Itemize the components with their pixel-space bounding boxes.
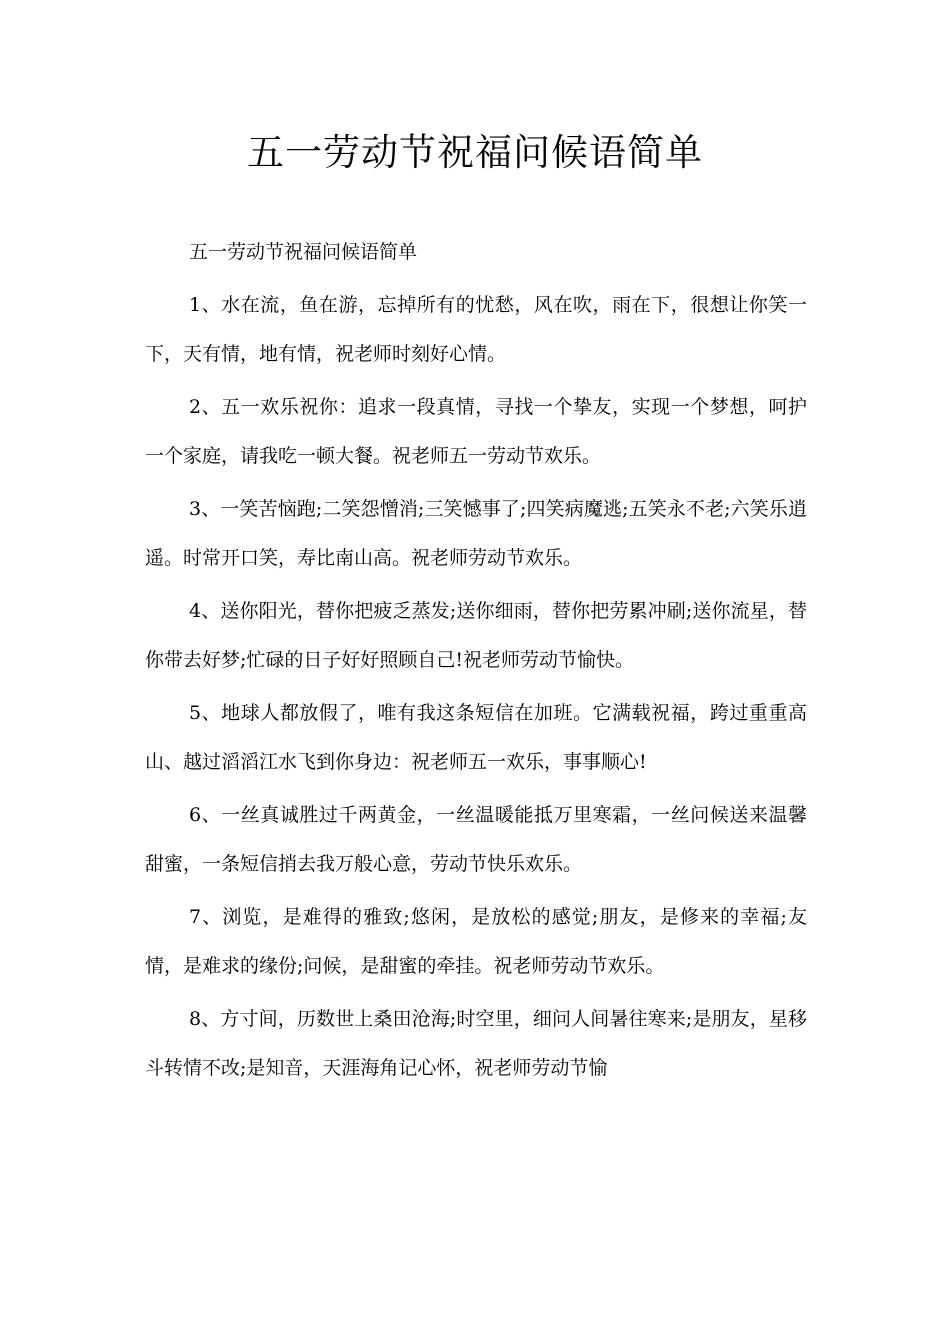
document-subtitle: 五一劳动节祝福问候语简单 — [189, 241, 418, 263]
paragraph-6: 6、一丝真诚胜过千两黄金，一丝温暖能抵万里寒霜，一丝问候送来温馨甜蜜，一条短信捎去我万般心意，劳动节快乐欢乐。 — [145, 804, 807, 875]
document-title: 五一劳动节祝福问候语简单 — [247, 131, 703, 174]
paragraph-8: 8、方寸间，历数世上桑田沧海;时空里，细问人间暑往寒来;是朋友，星移斗转情不改;是知音，天涯海角记心怀，祝老师劳动节愉 — [145, 1008, 807, 1079]
paragraph-4: 4、送你阳光，替你把疲乏蒸发;送你细雨，替你把劳累冲刷;送你流星，替你带去好梦;忙碌的日子好好照顾自己!祝老师劳动节愉快。 — [145, 600, 807, 671]
paragraph-5: 5、地球人都放假了，唯有我这条短信在加班。它满载祝福，跨过重重高山、越过滔滔江水飞到你身边：祝老师五一欢乐，事事顺心! — [145, 702, 807, 773]
paragraph-1: 1、水在流，鱼在游，忘掉所有的忧愁，风在吹，雨在下，很想让你笑一下，天有情，地有情，祝老师时刻好心情。 — [145, 294, 807, 365]
document-body — [145, 228, 807, 1097]
paragraph-7: 7、浏览，是难得的雅致;悠闲，是放松的感觉;朋友，是修来的幸福;友情，是难求的缘份;问候，是甜蜜的牵挂。祝老师劳动节欢乐。 — [145, 906, 807, 977]
paragraph-3: 3、一笑苦恼跑;二笑怨憎消;三笑憾事了;四笑病魔逃;五笑永不老;六笑乐逍遥。时常开口笑，寿比南山高。祝老师劳动节欢乐。 — [145, 498, 807, 569]
paragraph-2: 2、五一欢乐祝你：追求一段真情，寻找一个挚友，实现一个梦想，呵护一个家庭，请我吃一顿大餐。祝老师五一劳动节欢乐。 — [145, 396, 807, 467]
